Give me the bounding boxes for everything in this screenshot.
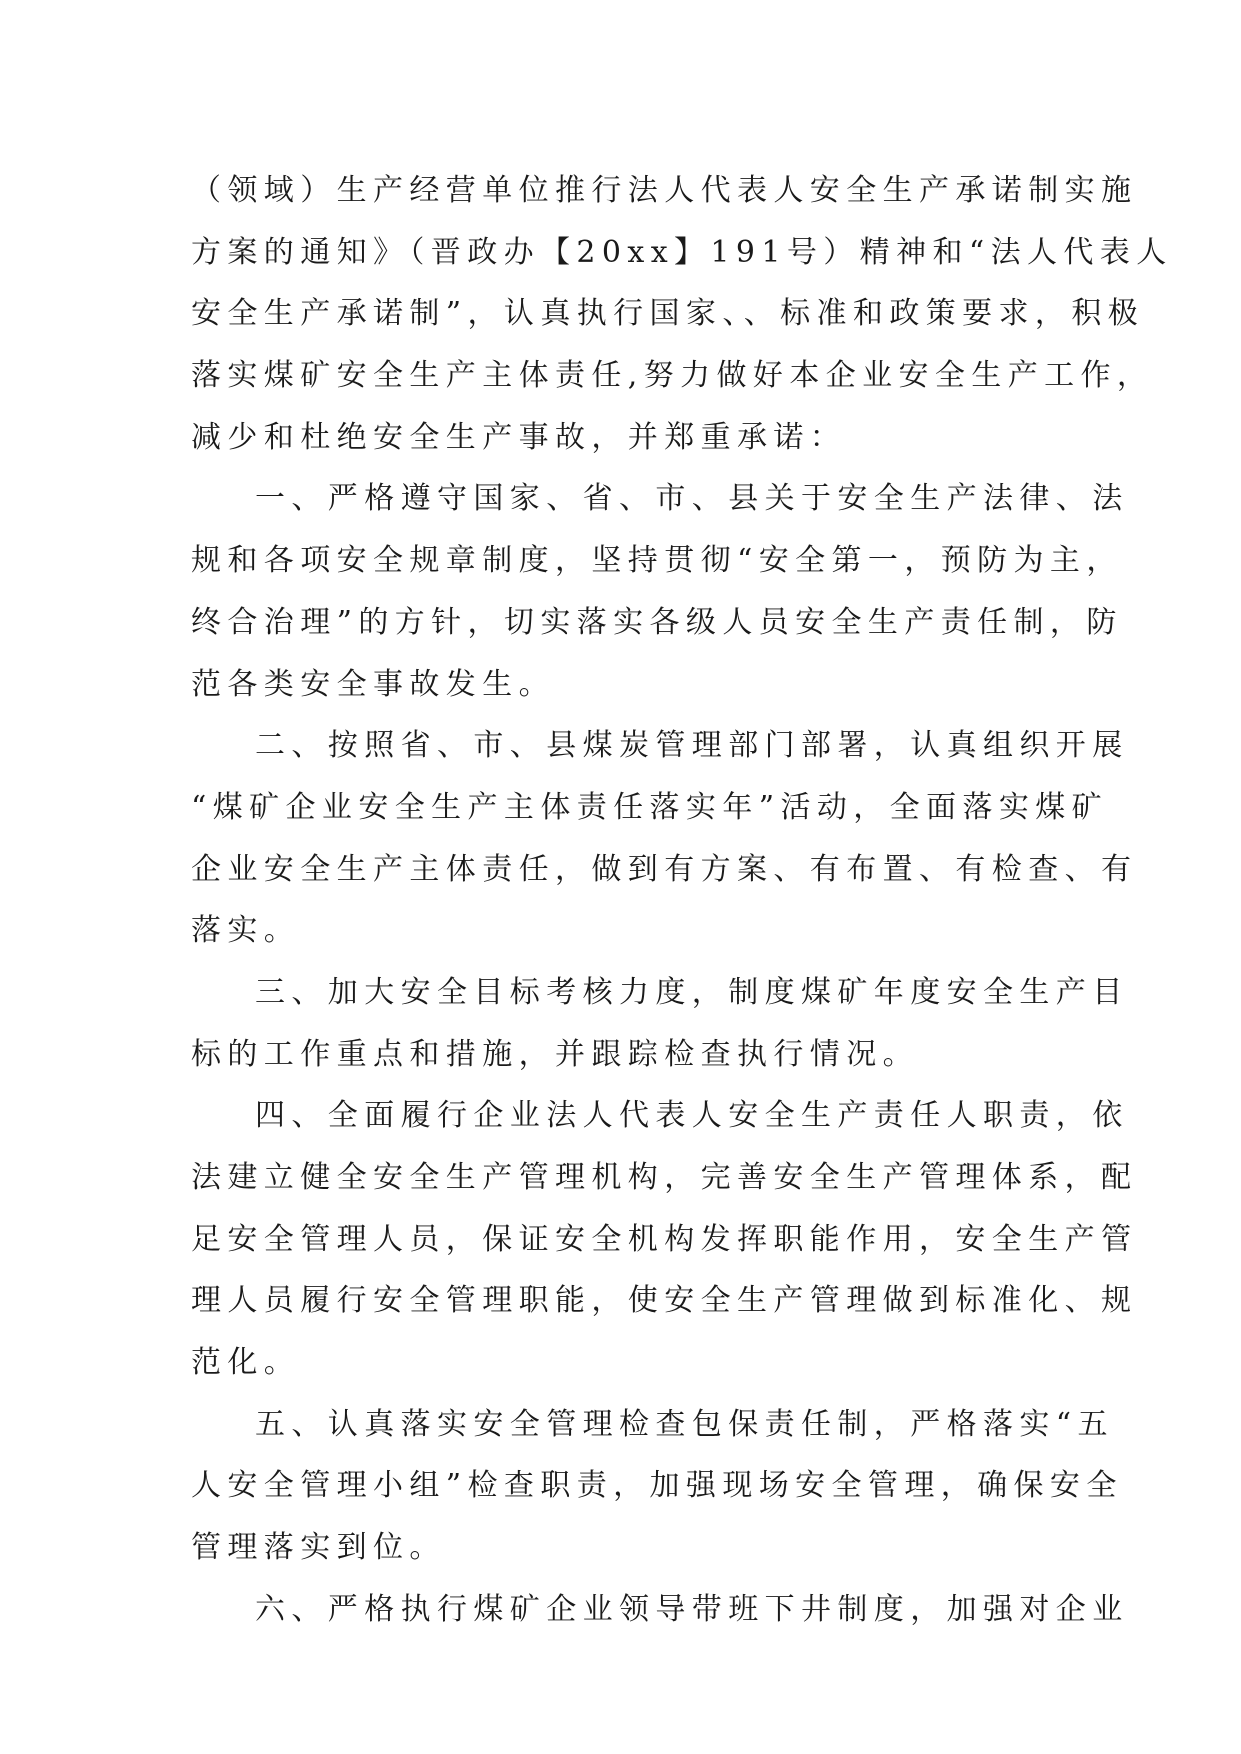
text-line: 方案的通知》（晋政办【20xx】191号）精神和“法人代表人 xyxy=(191,234,1173,270)
document-body xyxy=(191,160,1173,1641)
text-line: 企业安全生产主体责任，做到有方案、有布置、有检查、有 xyxy=(191,851,1138,887)
text-line: 落实。 xyxy=(191,913,301,949)
text-line: 法建立健全安全生产管理机构，完善安全生产管理体系，配 xyxy=(191,1160,1138,1195)
text-line: 落实煤矿安全生产主体责任,努力做好本企业安全生产工作， xyxy=(191,358,1154,394)
paragraph-start-line: 四、全面履行企业法人代表人安全生产责任人职责，依 xyxy=(255,1098,1129,1134)
paragraph-start-line: 一、严格遵守国家、省、市、县关于安全生产法律、法 xyxy=(255,481,1129,517)
text-line: 管理落实到位。 xyxy=(191,1530,446,1566)
paragraph-start-line: 二、按照省、市、县煤炭管理部门部署，认真组织开展 xyxy=(255,728,1129,764)
text-line: “煤矿企业安全生产主体责任落实年”活动，全面落实煤矿 xyxy=(191,789,1109,825)
paragraph-start-line: 六、严格执行煤矿企业领导带班下井制度，加强对企业 xyxy=(255,1591,1129,1627)
text-line: 终合治理”的方针，切实落实各级人员安全生产责任制，防 xyxy=(191,604,1123,640)
text-line: 人安全管理小组”检查职责，加强现场安全管理，确保安全 xyxy=(191,1468,1123,1504)
paragraph-start-line: 三、加大安全目标考核力度，制度煤矿年度安全生产目 xyxy=(255,974,1129,1010)
text-line: 足安全管理人员，保证安全机构发挥职能作用，安全生产管 xyxy=(191,1221,1138,1257)
text-line: 标的工作重点和措施，并跟踪检查执行情况。 xyxy=(191,1036,919,1072)
text-line: 理人员履行安全管理职能，使安全生产管理做到标准化、规 xyxy=(191,1283,1138,1319)
text-line: 范各类安全事故发生。 xyxy=(191,666,555,702)
paragraph-start-line: 五、认真落实安全管理检查包保责任制，严格落实“五 xyxy=(255,1406,1114,1442)
text-line: 范化。 xyxy=(191,1345,301,1381)
text-line: （领域）生产经营单位推行法人代表人安全生产承诺制实施 xyxy=(191,173,1138,208)
text-line: 安全生产承诺制”，认真执行国家、、标准和政策要求，积极 xyxy=(191,296,1145,332)
text-line: 规和各项安全规章制度，坚持贯彻“安全第一，预防为主， xyxy=(191,543,1123,579)
text-line: 减少和杜绝安全生产事故，并郑重承诺： xyxy=(191,419,847,455)
